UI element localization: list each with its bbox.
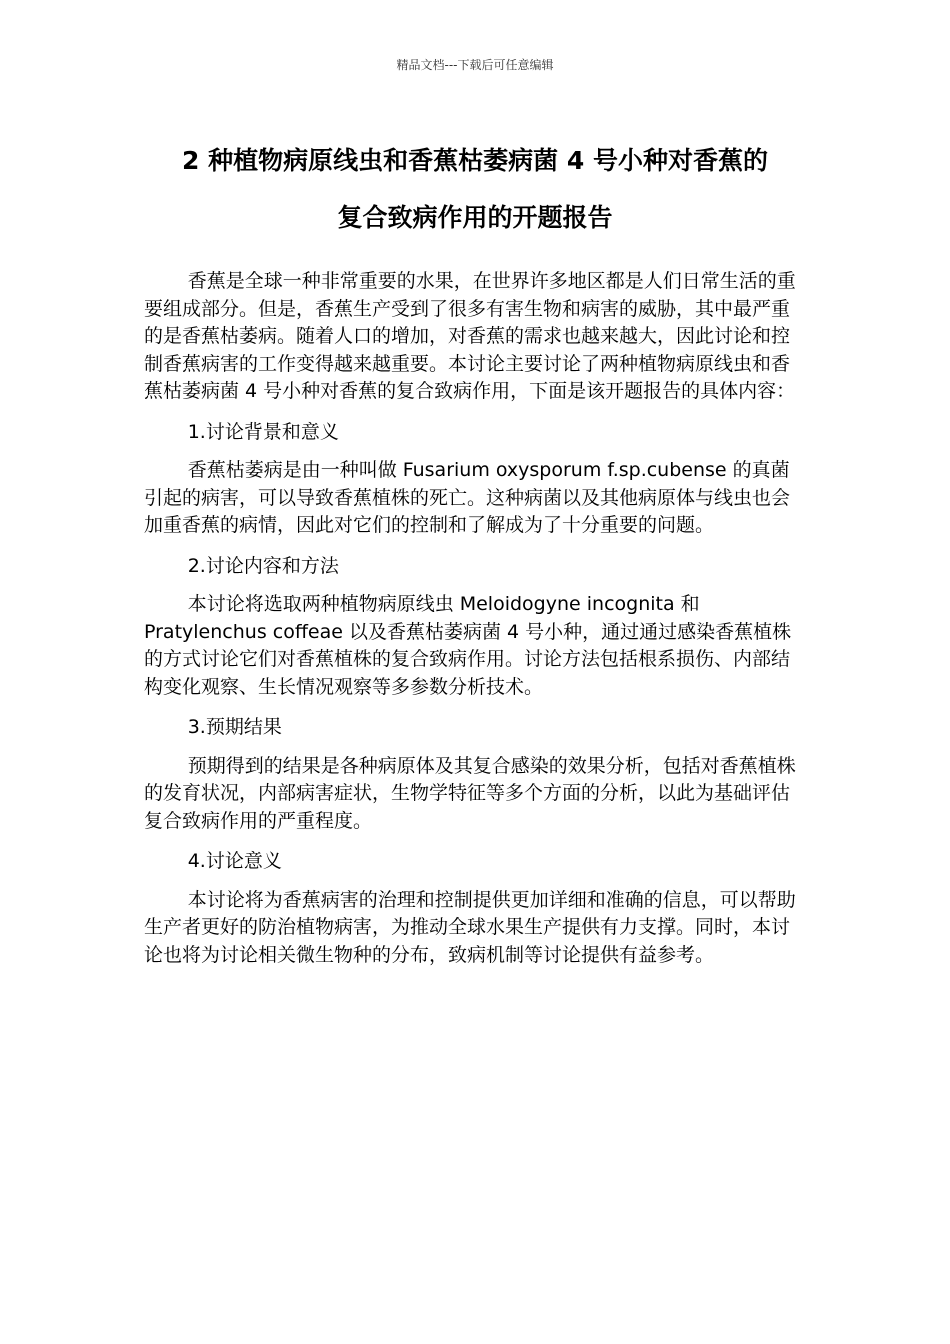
- section-body-content-methods: 本讨论将选取两种植物病原线虫 Meloidogyne incognita 和 Pratylenchus coffeae 以及香蕉枯萎病菌 4 号小种，通过通过感染香蕉植株的方式讨论它们对香蕉植株的复合致病作用。讨论方法包括根系损伤、内部结构变化观察、生长情况观察等多参数分析技术。: [144, 593, 792, 698]
- intro-paragraph: 香蕉是全球一种非常重要的水果，在世界许多地区都是人们日常生活的重要组成部分。但是，香蕉生产受到了很多有害生物和病害的威胁，其中最严重的是香蕉枯萎病。随着人口的增加，对香蕉的需求也越来越大，因此讨论和控制香蕉病害的工作变得越来越重要。本讨论主要讨论了两种植物病原线虫和香蕉枯萎病菌 4 号小种对香蕉的复合致病作用，下面是该开题报告的具体内容：: [144, 270, 796, 402]
- document-title: [120, 132, 830, 246]
- section-body-significance: 本讨论将为香蕉病害的治理和控制提供更加详细和准确的信息，可以帮助生产者更好的防治植物病害，为推动全球水果生产提供有力支撑。同时，本讨论也将为讨论相关微生物种的分布，致病机制等讨论提供有益参考。: [144, 888, 796, 966]
- section-heading-expected-results: 3.预期结果: [187, 716, 282, 738]
- section-heading-content-methods: 2.讨论内容和方法: [187, 554, 339, 577]
- section-heading-significance: 4.讨论意义: [187, 850, 282, 872]
- section-body-expected-results: 预期得到的结果是各种病原体及其复合感染的效果分析，包括对香蕉植株的发育状况，内部病害症状，生物学特征等多个方面的分析，以此为基础评估复合致病作用的严重程度。: [144, 754, 796, 832]
- page-header: 精品文档---下载后可任意编辑: [396, 58, 554, 72]
- document-body: [144, 268, 806, 982]
- section-heading-background: 1.讨论背景和意义: [187, 420, 339, 443]
- section-body-background: 香蕉枯萎病是由一种叫做 Fusarium oxysporum f.sp.cubense 的真菌引起的病害，可以导致香蕉植株的死亡。这种病菌以及其他病原体与线虫也会加重香蕉的病情，因此对它们的控制和了解成为了十分重要的问题。: [144, 459, 791, 536]
- title-line-1: 2 种植物病原线虫和香蕉枯萎病菌 4 号小种对香蕉的: [182, 146, 768, 175]
- title-line-2: 复合致病作用的开题报告: [337, 203, 613, 232]
